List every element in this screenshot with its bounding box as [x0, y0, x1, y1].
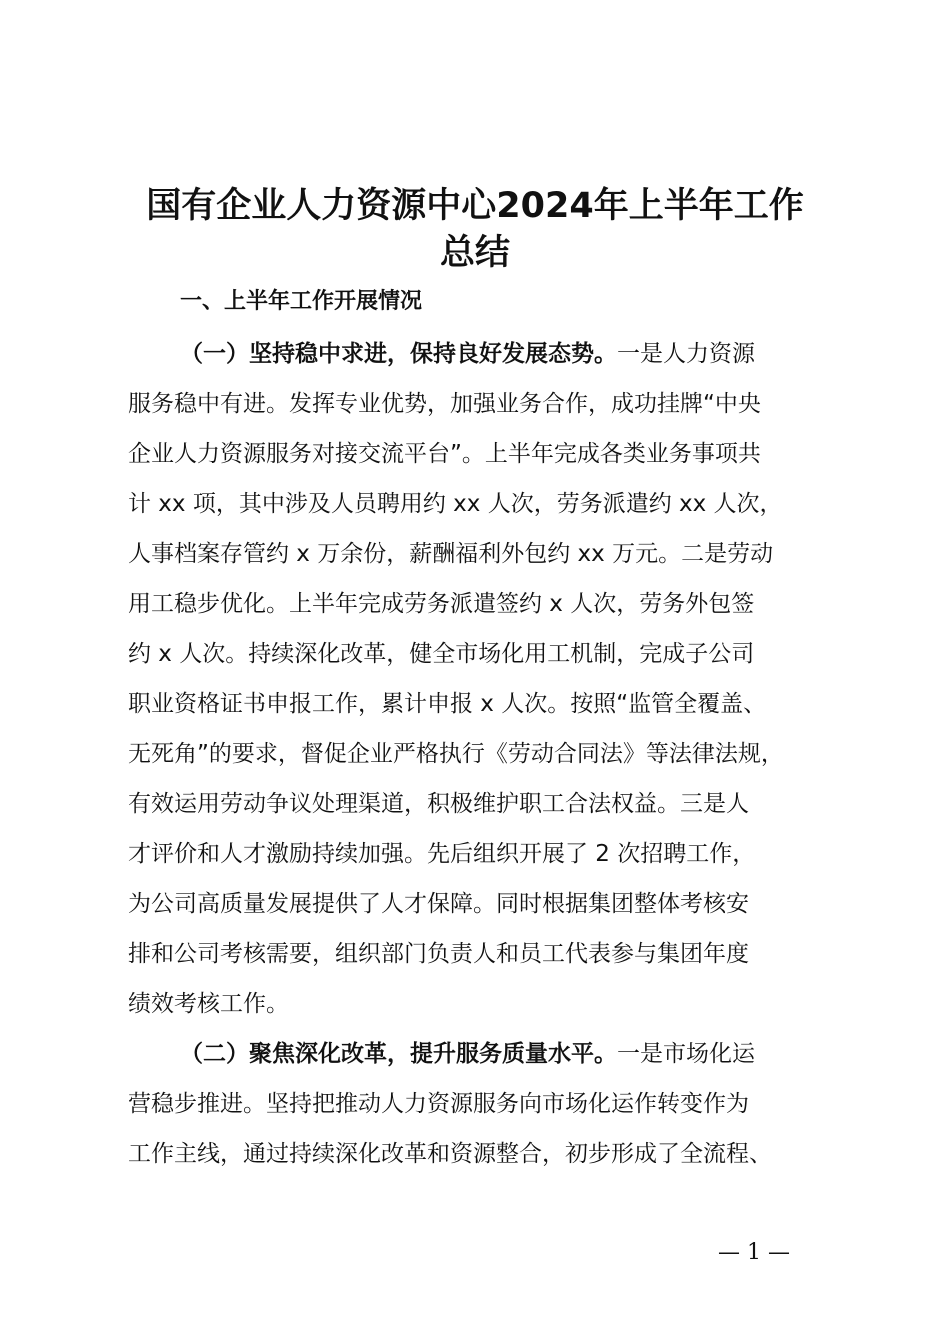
- paragraph-line: 才评价和人才激励持续加强。先后组织开展了 2 次招聘工作，: [128, 841, 756, 867]
- paragraph-text: 一是人力资源: [617, 341, 755, 367]
- paragraph-line: 职业资格证书申报工作，累计申报 x 人次。按照“监管全覆盖、: [128, 691, 767, 717]
- paragraph-line: 约 x 人次。持续深化改革，健全市场化用工机制，完成子公司: [128, 641, 755, 667]
- paragraph-line: 工作主线，通过持续深化改革和资源整合，初步形成了全流程、: [128, 1141, 772, 1167]
- paragraph-line: 有效运用劳动争议处理渠道，积极维护职工合法权益。三是人: [128, 791, 749, 817]
- paragraph-line: 人事档案存管约 x 万余份，薪酬福利外包约 xx 万元。二是劳动: [128, 541, 774, 567]
- page-number: — 1 —: [718, 1240, 790, 1265]
- paragraph-line: 无死角”的要求，督促企业严格执行《劳动合同法》等法律法规，: [128, 741, 784, 767]
- paragraph-lead-heading: （一）坚持稳中求进，保持良好发展态势。: [180, 341, 617, 367]
- paragraph-line: [180, 1039, 755, 1069]
- document-title-line-2: 总结: [439, 233, 510, 273]
- paragraph-line: 排和公司考核需要，组织部门负责人和员工代表参与集团年度: [128, 941, 749, 967]
- paragraph-line: [180, 339, 755, 369]
- paragraph-line: 绩效考核工作。: [128, 991, 289, 1017]
- section-heading: 一、上半年工作开展情况: [180, 289, 423, 314]
- paragraph-line: 营稳步推进。坚持把推动人力资源服务向市场化运作转变作为: [128, 1091, 749, 1117]
- paragraph-line: 计 xx 项，其中涉及人员聘用约 xx 人次，劳务派遣约 xx 人次，: [128, 491, 783, 517]
- paragraph-line: 用工稳步优化。上半年完成劳务派遣签约 x 人次，劳务外包签: [128, 591, 755, 617]
- document-title-line-1: 国有企业人力资源中心2024年上半年工作: [146, 186, 804, 226]
- paragraph-line: 为公司高质量发展提供了人才保障。同时根据集团整体考核安: [128, 891, 749, 917]
- paragraph-line: 服务稳中有进。发挥专业优势，加强业务合作，成功挂牌“中央: [128, 391, 761, 417]
- paragraph-text: 一是市场化运: [617, 1041, 755, 1067]
- paragraph-line: 企业人力资源服务对接交流平台”。上半年完成各类业务事项共: [128, 441, 761, 467]
- paragraph-lead-heading: （二）聚焦深化改革，提升服务质量水平。: [180, 1041, 617, 1067]
